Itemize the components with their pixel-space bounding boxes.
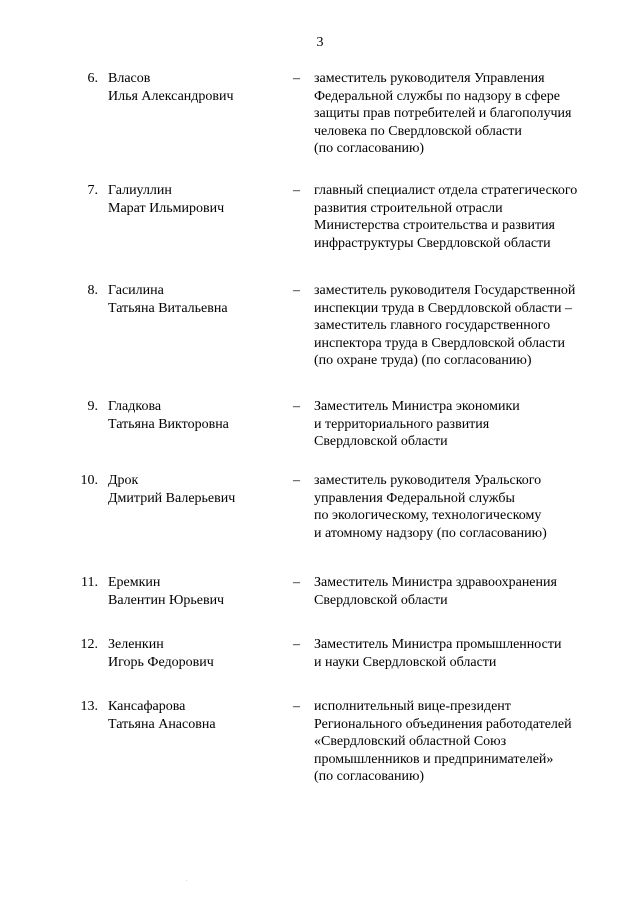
- position-description: [314, 282, 614, 370]
- dash-separator: –: [293, 575, 300, 590]
- position-description: [314, 574, 614, 609]
- person-name: [108, 282, 288, 317]
- surname: Дрок: [108, 473, 139, 488]
- given-names: Марат Ильмирович: [108, 200, 225, 216]
- description-line: инфраструктуры Свердловской области: [314, 235, 551, 251]
- surname: Зеленкин: [108, 637, 164, 652]
- person-name: [108, 698, 288, 733]
- item-number: 13.: [80, 699, 98, 714]
- description-line: Заместитель Министра здравоохранения: [314, 575, 557, 590]
- description-line: Заместитель Министра промышленности: [314, 637, 562, 652]
- description-line: управления Федеральной службы: [314, 490, 515, 506]
- item-number: 8.: [87, 283, 98, 298]
- position-description: [314, 636, 614, 671]
- item-number: 10.: [80, 473, 98, 488]
- description-line: и науки Свердловской области: [314, 654, 497, 670]
- dash-separator: –: [293, 637, 300, 652]
- given-names: Дмитрий Валерьевич: [108, 490, 236, 506]
- position-description: [314, 70, 614, 158]
- description-line: Свердловской области: [314, 592, 448, 608]
- description-line: инспекции труда в Свердловской области –: [314, 300, 572, 316]
- description-line: заместитель руководителя Государственной: [314, 283, 576, 298]
- position-description: [314, 398, 614, 451]
- description-line: Министерства строительства и развития: [314, 218, 556, 233]
- dash-separator: –: [293, 71, 300, 86]
- dash-separator: –: [293, 183, 300, 198]
- given-names: Татьяна Анасовна: [108, 716, 216, 732]
- position-description: [314, 472, 614, 542]
- person-name: [108, 70, 288, 105]
- item-number: 12.: [80, 637, 98, 652]
- description-line: промышленников и предпринимателей»: [314, 751, 554, 767]
- person-name: [108, 398, 288, 433]
- footer-mark: .: [186, 877, 188, 883]
- dash-separator: –: [293, 699, 300, 714]
- description-line: по экологическому, технологическому: [314, 508, 542, 523]
- description-line: (по согласованию): [314, 769, 425, 784]
- dash-separator: –: [293, 283, 300, 298]
- description-line: развития строительной отрасли: [314, 200, 503, 216]
- description-line: и территориального развития: [314, 416, 490, 432]
- given-names: Игорь Федорович: [108, 654, 214, 670]
- description-line: Свердловской области: [314, 434, 448, 449]
- person-name: [108, 182, 288, 217]
- item-number: 11.: [81, 575, 98, 590]
- given-names: Илья Александрович: [108, 88, 234, 104]
- description-line: главный специалист отдела стратегического: [314, 183, 578, 198]
- surname: Гасилина: [108, 283, 164, 298]
- description-line: защиты прав потребителей и благополучия: [314, 106, 572, 121]
- given-names: Татьяна Витальевна: [108, 300, 228, 316]
- page-number: 3: [316, 35, 324, 50]
- description-line: (по согласованию): [314, 141, 425, 156]
- description-line: Федеральной службы по надзору в сфере: [314, 88, 560, 104]
- description-line: Регионального объединения работодателей: [314, 716, 572, 732]
- given-names: Валентин Юрьевич: [108, 592, 225, 608]
- description-line: исполнительный вице-президент: [314, 699, 511, 714]
- description-line: человека по Свердловской области: [314, 123, 522, 139]
- dash-separator: –: [293, 473, 300, 488]
- item-number: 6.: [87, 71, 98, 86]
- description-line: (по охране труда) (по согласованию): [314, 353, 532, 368]
- description-line: заместитель руководителя Уральского: [314, 473, 542, 488]
- surname: Власов: [108, 71, 151, 86]
- position-description: [314, 182, 614, 252]
- person-name: [108, 636, 288, 671]
- description-line: и атомному надзору (по согласованию): [314, 525, 547, 541]
- position-description: [314, 698, 614, 786]
- description-line: «Свердловский областной Союз: [314, 734, 507, 749]
- dash-separator: –: [293, 399, 300, 414]
- description-line: Заместитель Министра экономики: [314, 399, 520, 414]
- person-name: [108, 472, 288, 507]
- description-line: заместитель главного государственного: [314, 318, 551, 333]
- given-names: Татьяна Викторовна: [108, 416, 229, 432]
- description-line: инспектора труда в Свердловской области: [314, 335, 565, 351]
- description-line: заместитель руководителя Управления: [314, 71, 545, 86]
- surname: Кансафарова: [108, 699, 186, 714]
- surname: Гладкова: [108, 399, 162, 414]
- person-name: [108, 574, 288, 609]
- surname: Еремкин: [108, 575, 161, 590]
- surname: Галиуллин: [108, 183, 172, 198]
- item-number: 9.: [87, 399, 98, 414]
- item-number: 7.: [87, 183, 98, 198]
